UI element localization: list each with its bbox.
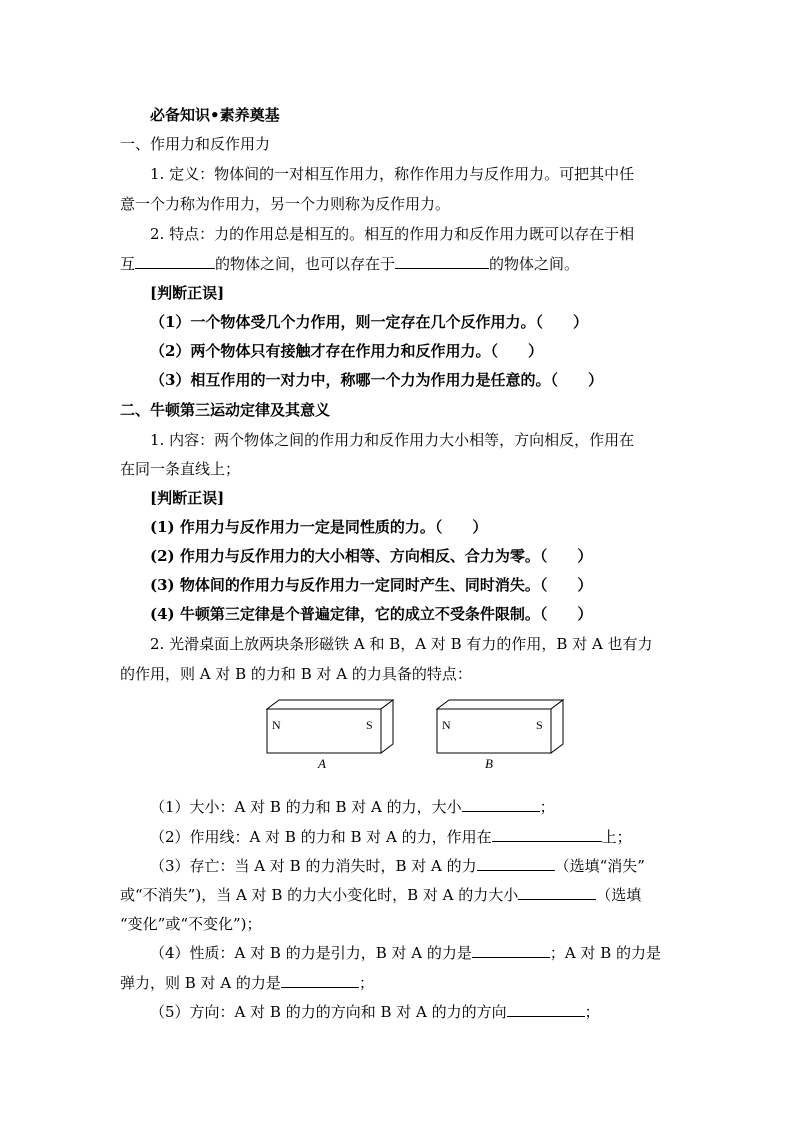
question-4-end: ； [358,974,374,992]
question-4-text-b: ；A 对 B 的力是 [549,944,662,962]
judge-item-2-2: (2) 作用力与反作用力的大小相等、方向相反、合力为零。（ ） [150,547,593,565]
question-4-text-a: （4）性质：A 对 B 的力是引力，B 对 A 的力是 [150,944,472,962]
feature-text-c: 的物体之间。 [489,255,580,273]
feature-text-b: 的物体之间，也可以存在于 [215,255,396,273]
feature-text-a: 互 [120,255,136,273]
fill-blank-q2[interactable] [492,827,602,842]
question-3-text-b: （选填“消失” [554,857,645,875]
magnet-b-north: N [442,718,451,732]
question-4-line-1 [150,943,661,963]
magnet-b-south: S [536,718,543,732]
fill-blank-q4a[interactable] [472,943,550,958]
question-2-end: 上； [601,828,632,846]
question-4-text-c: 弹力，则 B 对 A 的力是 [120,974,281,992]
part2-heading: 二、牛顿第三运动定律及其意义 [120,401,331,419]
question-3-text-a: （3）存亡：当 A 对 B 的力消失时，B 对 A 的力 [150,857,477,875]
question-4-line-2 [120,973,374,993]
question-3-line-1 [150,856,645,876]
judge-title-1: [判断正误] [150,284,225,302]
magnet-a-north: N [272,718,281,732]
magnet-line-2: 的作用，则 A 对 B 的力和 B 对 A 的力具备的特点： [120,665,472,683]
judge-item-1-1: （1）一个物体受几个力作用，则一定存在几个反作用力。（ ） [150,313,588,331]
magnet-a-south: S [366,718,373,732]
question-5 [150,1002,600,1022]
question-3-text-d: （选填 [596,886,642,904]
fill-blank-1[interactable] [135,254,215,269]
fill-blank-q4b[interactable] [281,973,359,988]
question-3-text-c: 或“不消失”)，当 A 对 B 的力大小变化时，B 对 A 的力大小 [120,886,519,904]
section-title: 必备知识•素养奠基 [150,106,280,124]
question-5-text: （5）方向：A 对 B 的力的方向和 B 对 A 的力的方向 [150,1003,507,1021]
fill-blank-q5[interactable] [507,1002,585,1017]
magnets-figure [265,697,565,773]
fill-blank-q3a[interactable] [477,856,555,871]
question-1-end: ； [539,798,555,816]
fill-blank-q3b[interactable] [518,885,596,900]
part1-heading: 一、作用力和反作用力 [120,135,271,153]
magnet-a-caption: A [318,756,326,771]
question-3-line-2 [120,885,641,905]
content-line-2: 在同一条直线上； [120,460,241,478]
question-1 [150,797,555,817]
judge-item-2-1: (1) 作用力与反作用力一定是同性质的力。（ ） [150,518,488,536]
magnet-b [437,700,563,771]
judge-item-1-2: （2）两个物体只有接触才存在作用力和反作用力。（ ） [150,342,543,360]
magnet-line-1: 2. 光滑桌面上放两块条形磁铁 A 和 B，A 对 B 有力的作用，B 对 A 也有力 [150,635,653,653]
fill-blank-q1[interactable] [462,797,540,812]
definition-line-1: 1. 定义：物体间的一对相互作用力，称作作用力与反作用力。可把其中任 [150,165,635,183]
definition-line-2: 意一个力称为作用力，另一个力则称为反作用力。 [120,195,451,213]
magnet-a [267,700,393,771]
question-5-end: ； [584,1003,600,1021]
judge-title-2: [判断正误] [150,489,225,507]
question-2 [150,827,632,847]
judge-item-1-3: （3）相互作用的一对力中，称哪一个力为作用力是任意的。（ ） [150,371,603,389]
feature-line-2 [120,254,579,274]
content-line-1: 1. 内容：两个物体之间的作用力和反作用力大小相等，方向相反，作用在 [150,431,635,449]
question-3-line-3: “变化”或“不变化”)； [120,915,262,933]
feature-line-1: 2. 特点：力的作用总是相互的。相互的作用力和反作用力既可以存在于相 [150,225,635,243]
fill-blank-2[interactable] [395,254,489,269]
magnet-b-caption: B [485,756,493,771]
judge-item-2-3: (3) 物体间的作用力与反作用力一定同时产生、同时消失。（ ） [150,576,593,594]
judge-item-2-4: (4) 牛顿第三定律是个普遍定律，它的成立不受条件限制。（ ） [150,605,593,623]
question-1-text: （1）大小：A 对 B 的力和 B 对 A 的力，大小 [150,798,462,816]
question-2-text: （2）作用线：A 对 B 的力和 B 对 A 的力，作用在 [150,828,492,846]
